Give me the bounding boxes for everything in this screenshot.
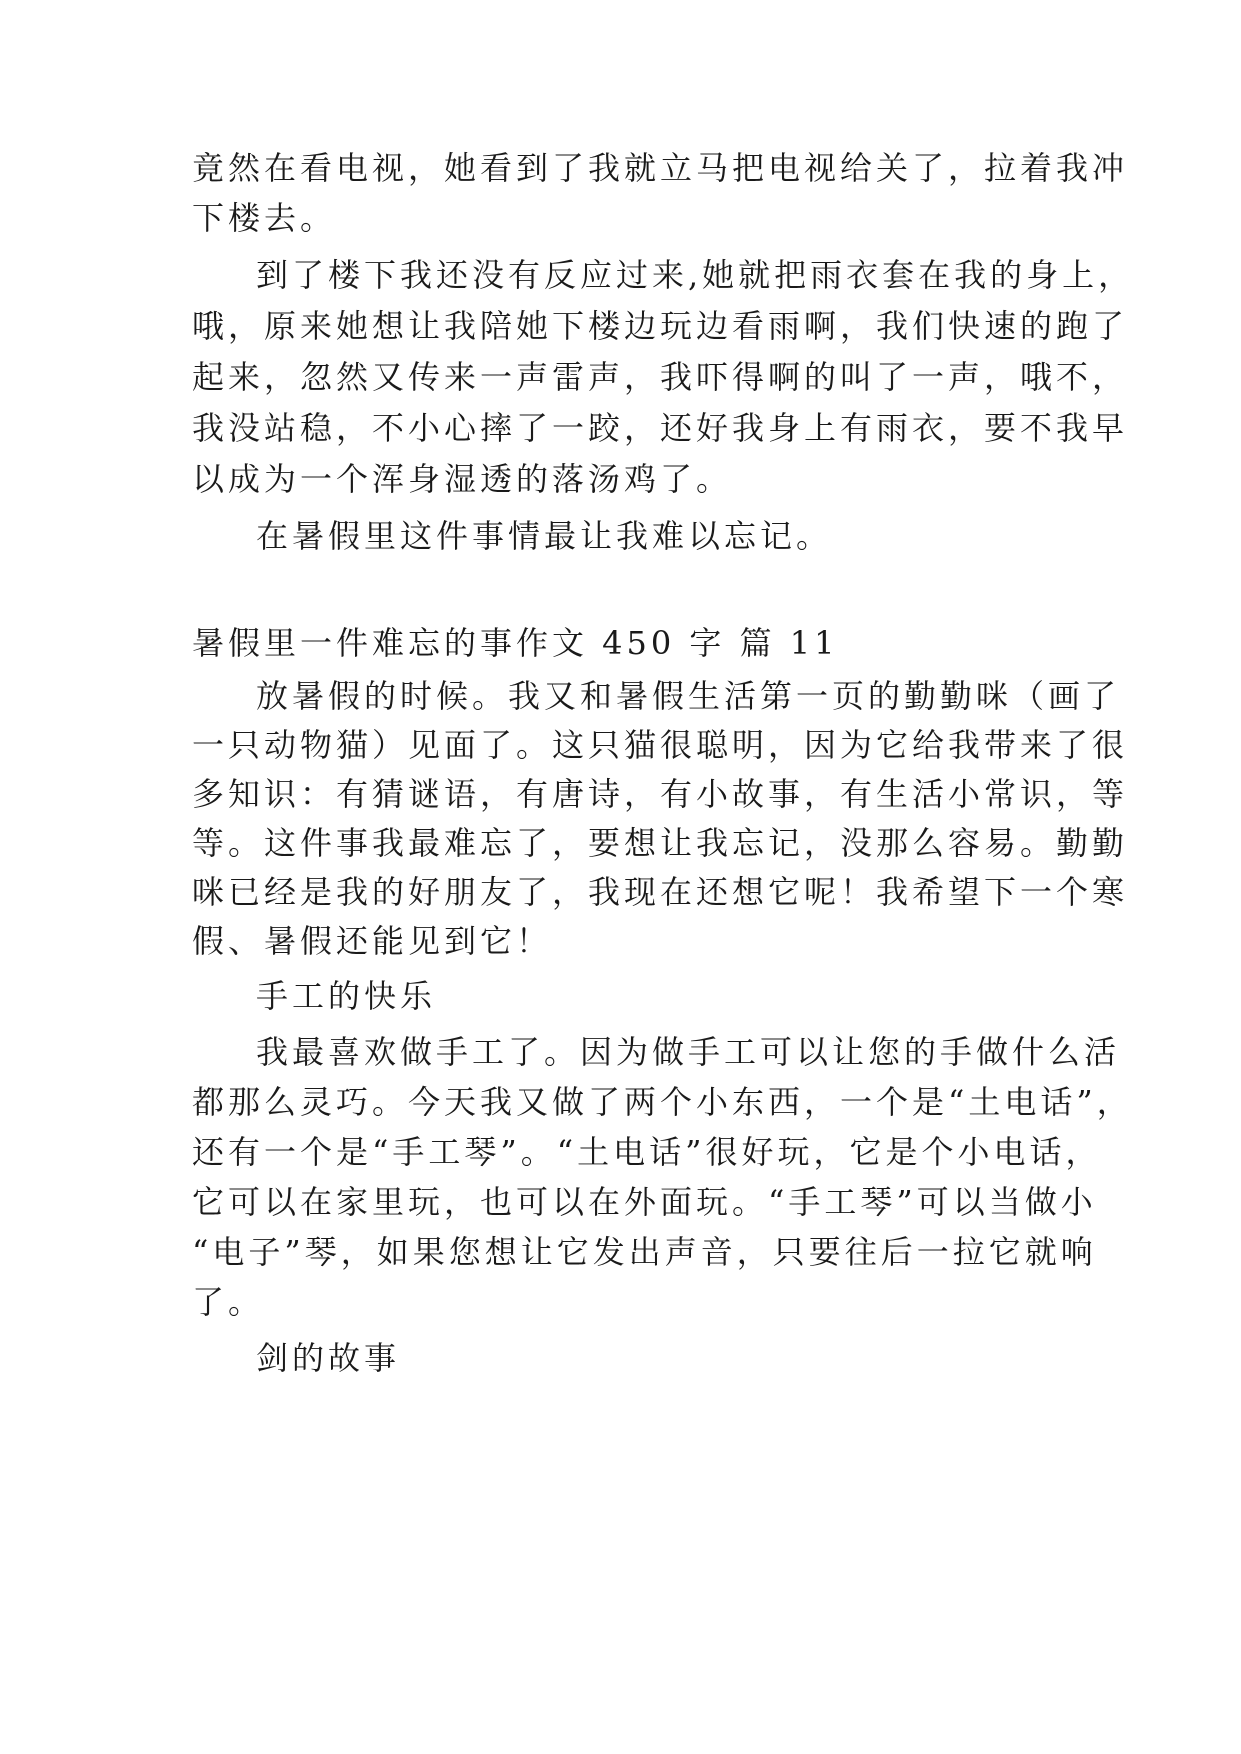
text-line: 到了楼下我还没有反应过来,她就把雨衣套在我的身上， xyxy=(256,256,1135,294)
text-line: 多知识：有猜谜语，有唐诗，有小故事，有生活小常识，等 xyxy=(192,775,1129,813)
subheading: 剑的故事 xyxy=(256,1339,401,1377)
text-line: 了。 xyxy=(192,1283,265,1321)
text-line: 咪已经是我的好朋友了，我现在还想它呢！我希望下一个寒 xyxy=(192,873,1129,911)
text-line: 我没站稳，不小心摔了一跤，还好我身上有雨衣，要不我早 xyxy=(192,409,1129,447)
text-line: 假、暑假还能见到它！ xyxy=(192,922,553,960)
text-line: 它可以在家里玩，也可以在外面玩。“手工琴”可以当做小 xyxy=(192,1183,1097,1221)
text-line: 竟然在看电视，她看到了我就立马把电视给关了，拉着我冲 xyxy=(192,149,1129,187)
text-line: 放暑假的时候。我又和暑假生活第一页的勤勤咪（画了 xyxy=(256,677,1121,715)
text-line: “电子”琴，如果您想让它发出声音，只要往后一拉它就响 xyxy=(192,1233,1097,1271)
section-title: 暑假里一件难忘的事作文 450 字 篇 11 xyxy=(192,624,839,662)
text-line: 一只动物猫）见面了。这只猫很聪明，因为它给我带来了很 xyxy=(192,726,1129,764)
text-line: 起来，忽然又传来一声雷声，我吓得啊的叫了一声，哦不， xyxy=(192,358,1129,396)
text-line: 在暑假里这件事情最让我难以忘记。 xyxy=(256,517,833,555)
text-line: 都那么灵巧。今天我又做了两个小东西，一个是“土电话”， xyxy=(192,1083,1133,1121)
text-line: 下楼去。 xyxy=(192,199,337,237)
text-line: 哦，原来她想让我陪她下楼边玩边看雨啊，我们快速的跑了 xyxy=(192,307,1129,345)
text-line: 等。这件事我最难忘了，要想让我忘记，没那么容易。勤勤 xyxy=(192,824,1129,862)
text-line: 以成为一个浑身湿透的落汤鸡了。 xyxy=(192,460,733,498)
text-line: 我最喜欢做手工了。因为做手工可以让您的手做什么活 xyxy=(256,1033,1121,1071)
text-line: 还有一个是“手工琴”。“土电话”很好玩，它是个小电话， xyxy=(192,1133,1102,1171)
subheading: 手工的快乐 xyxy=(256,977,437,1015)
